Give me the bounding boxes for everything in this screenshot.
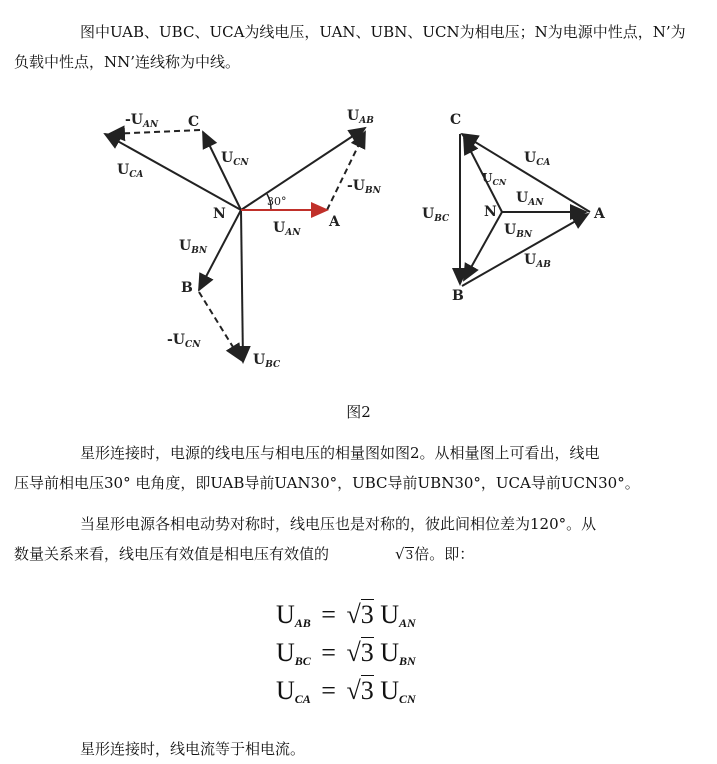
label-uab: $U_{AB}$ [347, 108, 374, 126]
formula-root: √ [346, 600, 361, 629]
phasor-diagram-left [95, 92, 415, 382]
tri-label-ubn: $U_{BN}$ [504, 222, 533, 240]
symmetry-line-2-text: 数量关系来看，线电压有效值是相电压有效值的 [14, 545, 330, 563]
tri-point-b: B [452, 288, 464, 304]
intro-line-1: 图中UAB、UBC、UCA为线电压，UAN、UBN、UCN为相电压；N为电源中性点，N’为 [80, 23, 686, 41]
formula-lhs-sub: AB [294, 616, 311, 630]
label-ubn: $U_{BN}$ [179, 238, 208, 256]
formula-lhs: U [276, 600, 295, 629]
tri-label-ucn: $U_{CN}$ [482, 171, 507, 187]
sqrt3-inline [329, 539, 414, 570]
tri-point-a: A [594, 206, 605, 222]
sqrt-value: 3 [405, 548, 414, 562]
tri-label-uca: $U_{CA}$ [524, 150, 551, 168]
point-a-label: A [329, 214, 340, 230]
formula-rhs: U [380, 600, 400, 629]
tri-point-c: C [450, 112, 462, 128]
symmetry-line-2 [0, 539, 474, 570]
formula-rhs: U [380, 676, 400, 705]
vector-neg-ucn [199, 292, 241, 360]
angle-label: 30° [267, 195, 287, 208]
label-ubc: $U_{BC}$ [253, 352, 281, 370]
formula-lhs-sub: BC [294, 654, 311, 668]
formula-num: 3 [360, 638, 374, 667]
formula-num: 3 [360, 676, 374, 705]
symmetry-line-1: 当星形电源各相电动势对称时，线电压也是对称的，彼此间相位差为120°。从 [80, 515, 597, 533]
label-neg-ubn: $-U_{BN}$ [347, 178, 381, 196]
formula-rhs: U [380, 638, 400, 667]
formula-eq: = [321, 600, 336, 629]
formula-root: √ [346, 676, 361, 705]
vector-neg-ubn [327, 132, 365, 210]
formula-rhs-sub: AN [399, 616, 416, 630]
formula-root: √ [346, 638, 361, 667]
label-neg-uan: $-U_{AN}$ [125, 112, 159, 130]
point-b-label: B [181, 280, 193, 296]
point-c-label: C [188, 114, 200, 130]
label-uca: $U_{CA}$ [117, 162, 144, 180]
paragraph-symmetry [14, 509, 704, 570]
formula-lhs: U [276, 676, 295, 705]
symmetry-line-2-end: 倍。即： [414, 545, 475, 563]
point-n-label: N [213, 206, 226, 222]
phasor-line-1: 星形连接时，电源的线电压与相电压的相量图如图2。从相量图上可看出，线电 [80, 444, 600, 462]
formula-block [276, 596, 496, 710]
intro-line-2: 负载中性点，NN’连线称为中线。 [14, 53, 241, 71]
formula-row-ca [276, 672, 496, 710]
formula-num: 3 [360, 600, 374, 629]
label-neg-ucn: $-U_{CN}$ [167, 332, 201, 350]
tri-label-uan: $U_{AN}$ [516, 190, 544, 208]
figure-caption: 图2 [346, 403, 371, 421]
label-uan: $U_{AN}$ [273, 220, 301, 238]
tri-label-ubc: $U_{BC}$ [422, 206, 450, 224]
vector-ubc [241, 210, 243, 362]
current-line-1: 星形连接时，线电流等于相电流。 [80, 740, 306, 758]
formula-row-bc [276, 634, 496, 672]
phasor-diagram-right [412, 100, 622, 320]
formula-row-ab [276, 596, 496, 634]
formula-lhs: U [276, 638, 295, 667]
phasor-line-2: 压导前相电压30° 电角度，即UAB导前UAN30°，UBC导前UBN30°，UCA导前UCN30°。 [14, 474, 640, 492]
tri-label-uab: $U_{AB}$ [524, 252, 551, 270]
formula-eq: = [321, 676, 336, 705]
formula-rhs-sub: CN [399, 692, 416, 706]
label-ucn: $U_{CN}$ [221, 150, 249, 168]
formula-lhs-sub: CA [294, 692, 311, 706]
sqrt-sign: √ [395, 545, 405, 563]
formula-rhs-sub: BN [399, 654, 416, 668]
tri-point-n: N [484, 204, 497, 220]
vector-neg-uan [109, 130, 200, 134]
formula-eq: = [321, 638, 336, 667]
tri-ubn [464, 212, 502, 280]
paragraph-phasor [14, 438, 704, 498]
paragraph-intro [14, 17, 704, 77]
